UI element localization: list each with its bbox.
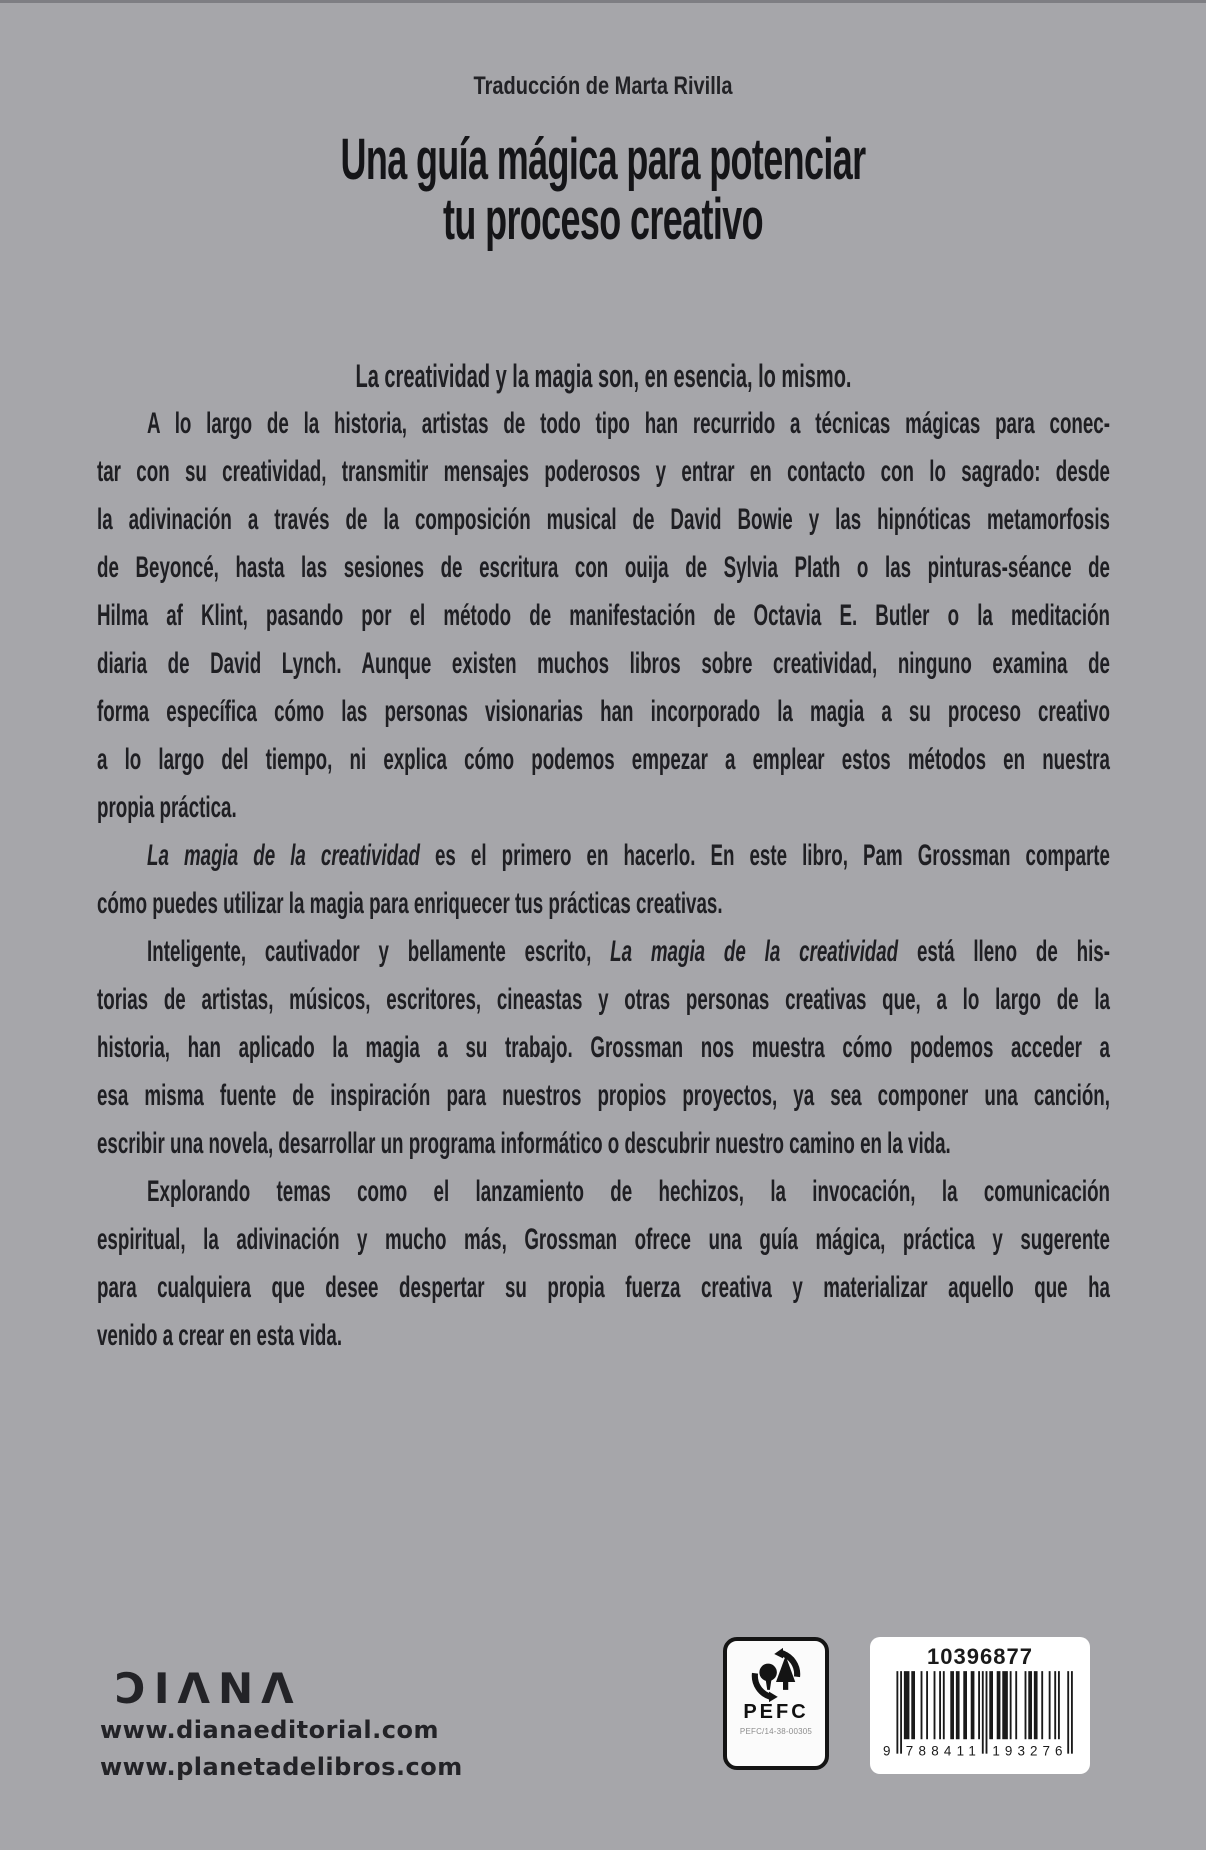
blurb-line: A lo largo de la historia, artistas de todo tipo han recurrido a técnicas mágicas para conec- — [147, 407, 1110, 440]
publisher-url-planetadelibros: www.planetadelibros.com — [100, 1753, 463, 1781]
barcode-top-number: 10396877 — [927, 1644, 1033, 1669]
tagline: La creatividad y la magia son, en esencia, lo mismo. — [355, 358, 852, 394]
cover-title-line2: tu proceso creativo — [443, 187, 763, 252]
blurb-line: escribir una novela, desarrollar un programa informático o descubrir nuestro camino en la vida. — [97, 1127, 951, 1160]
blurb-line: historia, han aplicado la magia a su trabajo. Grossman nos muestra cómo podemos acceder a — [97, 1031, 1110, 1064]
blurb-line: a lo largo del tiempo, ni explica cómo podemos empezar a emplear estos métodos en nuestra — [97, 743, 1110, 776]
blurb-line: cómo puedes utilizar la magia para enriquecer tus prácticas creativas. — [97, 887, 723, 920]
blurb-line: forma específica cómo las personas visionarias han incorporado la magia a su proceso creativo — [97, 695, 1110, 728]
pefc-trees-icon — [748, 1647, 804, 1703]
blurb-line: para cualquiera que desee despertar su propia fuerza creativa y materializar aquello que ha — [97, 1271, 1110, 1304]
barcode-label — [870, 1637, 1090, 1774]
ean13-barcode — [882, 1671, 1078, 1760]
blurb-line: de Beyoncé, hasta las sesiones de escritura con ouija de Sylvia Plath o las pinturas-séance de — [97, 551, 1110, 584]
blurb-line: tar con su creatividad, transmitir mensajes poderosos y entrar en contacto con lo sagrado: desde — [97, 455, 1110, 488]
blurb-line: espiritual, la adivinación y mucho más, Grossman ofrece una guía mágica, práctica y sugerente — [97, 1223, 1110, 1256]
blurb-line: Hilma af Klint, pasando por el método de manifestación de Octavia E. Butler o la meditación — [97, 599, 1110, 632]
blurb-line: La magia de la creatividad es el primero en hacerlo. En este libro, Pam Grossman comparte — [147, 839, 1110, 872]
page-background — [0, 1850, 1206, 1872]
pefc-label: PEFC — [743, 1701, 809, 1723]
blurb-line: Inteligente, cautivador y bellamente escrito, La magia de la creatividad está lleno de his- — [147, 935, 1110, 968]
blurb-line: la adivinación a través de la composición musical de David Bowie y las hipnóticas metamorfosis — [97, 503, 1110, 536]
isbn-group1: 788411 — [905, 1743, 976, 1759]
diana-publisher-logo: ƆIΛNΛ — [115, 1664, 302, 1713]
cover-title — [229, 127, 977, 252]
cover-title-line1: Una guía mágica para potenciar — [340, 127, 866, 192]
isbn-digit-left: 9 — [883, 1743, 891, 1759]
blurb-lines — [97, 400, 1110, 1360]
publisher-url-editorial: www.dianaeditorial.com — [100, 1716, 439, 1744]
blurb-line: Explorando temas como el lanzamiento de hechizos, la invocación, la comunicación — [147, 1175, 1110, 1208]
pefc-certification-badge — [723, 1637, 829, 1770]
blurb-line: propia práctica. — [97, 791, 237, 824]
isbn-group2: 193276 — [992, 1743, 1063, 1759]
blurb-line: diaria de David Lynch. Aunque existen muchos libros sobre creatividad, ninguno examina de — [97, 647, 1110, 680]
blurb-line: esa misma fuente de inspiración para nuestros propios proyectos, ya sea componer una canción, — [97, 1079, 1110, 1112]
blurb-line: venido a crear en esta vida. — [97, 1319, 343, 1352]
publisher-urls — [100, 1712, 463, 1786]
pefc-cert-code: PEFC/14-38-00305 — [739, 1727, 813, 1736]
blurb-text-block — [97, 352, 1110, 1360]
translation-credit: Traducción de Marta Rivilla — [473, 72, 733, 100]
blurb-line: torias de artistas, músicos, escritores, cineastas y otras personas creativas que, a lo largo de la — [97, 983, 1110, 1016]
